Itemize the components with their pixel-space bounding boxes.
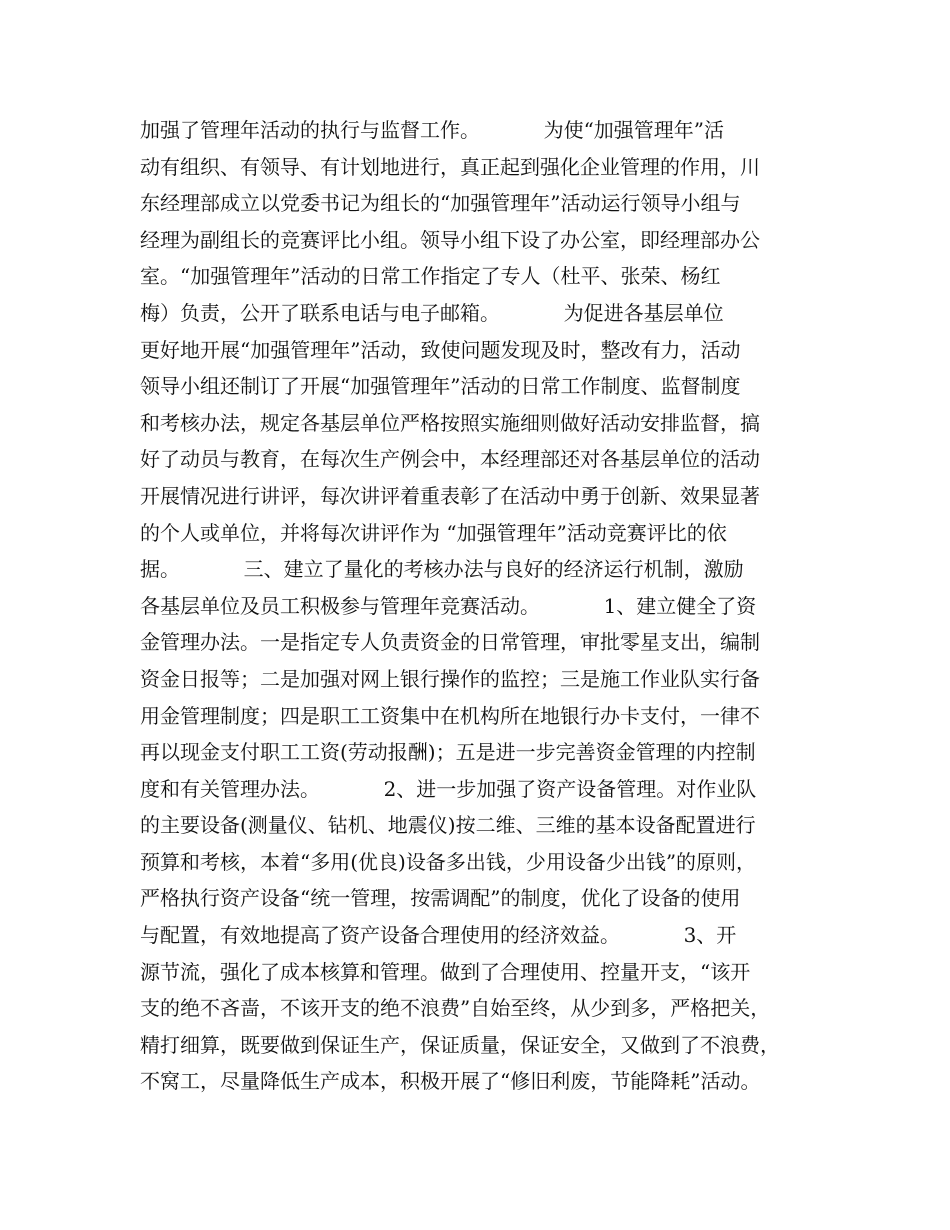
- text-line: 东经理部成立以党委书记为组长的“加强管理年”活动运行领导小组与: [140, 191, 741, 216]
- text-line: 精打细算，既要做到保证生产，保证质量，保证安全，又做到了不浪费，: [140, 1032, 780, 1057]
- text-line: 预算和考核，本着“多用(优良)设备多出钱，少用设备少出钱”的原则，: [140, 849, 757, 874]
- text-line: 再以现金支付职工工资(劳动报酬)；五是进一步完善资金管理的内控制: [140, 740, 756, 765]
- text-line: 与配置，有效地提高了资产设备合理使用的经济效益。 3、开: [140, 923, 737, 948]
- text-line: 经理为副组长的竞赛评比小组。领导小组下设了办公室，即经理部办公: [140, 227, 760, 252]
- text-line: 金管理办法。一是指定专人负责资金的日常管理，审批零星支出，编制: [140, 630, 760, 655]
- text-line: 更好地开展“加强管理年”活动，致使问题发现及时，整改有力，活动: [140, 337, 741, 362]
- text-line: 室。“加强管理年”活动的日常工作指定了专人（杜平、张荣、杨红: [140, 264, 721, 289]
- text-line: 支的绝不吝啬，不该开支的绝不浪费”自始至终，从少到多，严格把关，: [140, 996, 771, 1021]
- text-line: 各基层单位及员工积极参与管理年竞赛活动。 1、建立健全了资: [140, 593, 757, 618]
- text-line: 好了动员与教育，在每次生产例会中，本经理部还对各基层单位的活动: [140, 447, 760, 472]
- body-text: [140, 112, 830, 1100]
- text-line: 度和有关管理办法。 2、进一步加强了资产设备管理。对作业队: [140, 776, 757, 801]
- text-line: 开展情况进行讲评，每次讲评着重表彰了在活动中勇于创新、效果显著: [140, 483, 760, 508]
- text-line: 和考核办法，规定各基层单位严格按照实施细则做好活动安排监督，搞: [140, 410, 760, 435]
- text-line: 加强了管理年活动的执行与监督工作。 为使“加强管理年”活: [140, 118, 725, 142]
- text-line: 资金日报等；二是加强对网上银行操作的监控；三是施工作业队实行备: [140, 666, 760, 691]
- text-line: 的主要设备(测量仪、钻机、地震仪)按二维、三维的基本设备配置进行: [140, 813, 756, 838]
- text-line: 源节流，强化了成本核算和管理。做到了合理使用、控量开支，“该开: [140, 959, 751, 984]
- text-line: 用金管理制度；四是职工工资集中在机构所在地银行办卡支付，一律不: [140, 703, 760, 728]
- text-line: 据。 三、建立了量化的考核办法与良好的经济运行机制，激励: [140, 557, 744, 582]
- text-line: 梅）负责，公开了联系电话与电子邮箱。 为促进各基层单位: [140, 300, 724, 325]
- text-line: 领导小组还制订了开展“加强管理年”活动的日常工作制度、监督制度: [140, 374, 741, 399]
- text-line: 动有组织、有领导、有计划地进行，真正起到强化企业管理的作用，川: [140, 154, 760, 179]
- text-line: 不窝工，尽量降低生产成本，积极开展了“修旧利废，节能降耗”活动。: [140, 1069, 761, 1094]
- text-line: 的个人或单位，并将每次讲评作为 “加强管理年”活动竞赛评比的依: [140, 520, 727, 545]
- text-line: 严格执行资产设备“统一管理，按需调配”的制度，优化了设备的使用: [140, 886, 741, 911]
